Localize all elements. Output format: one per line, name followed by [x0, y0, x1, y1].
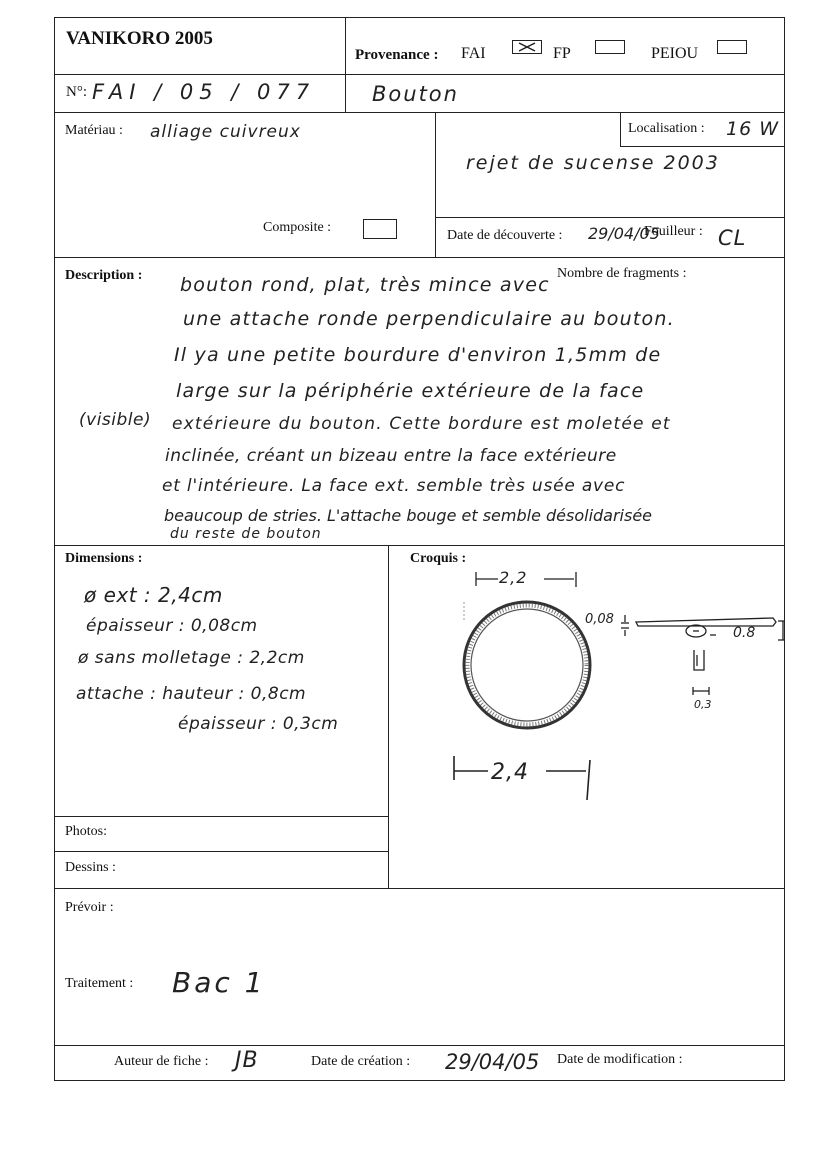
description-line: extérieure du bouton. Cette bordure est moletée et [172, 414, 671, 434]
provenance-label: Provenance : [355, 47, 439, 63]
description-line: large sur la périphérie extérieure de la face [176, 380, 645, 402]
localisation-note: rejet de sucense 2003 [466, 152, 720, 174]
date-modification-label: Date de modification : [557, 1052, 683, 1067]
croquis-sketch [388, 560, 784, 810]
date-decouverte-value: 29/04/05 [588, 224, 660, 243]
auteur-label: Auteur de fiche : [114, 1054, 209, 1069]
localisation-value: 16 W [726, 118, 780, 140]
object-name: Bouton [372, 82, 459, 106]
dimension-line: épaisseur : 0,08cm [86, 616, 258, 636]
description-line: Il ya une petite bourdure d'environ 1,5mm de [174, 344, 662, 366]
date-creation-label: Date de création : [311, 1054, 411, 1069]
fragments-label: Nombre de fragments : [557, 266, 687, 281]
date-creation-value: 29/04/05 [445, 1050, 540, 1074]
fouilleur-value: CL [718, 226, 747, 250]
composite-checkbox[interactable] [363, 219, 397, 239]
croquis-thickness: 0,08 [585, 612, 614, 627]
description-margin-note: (visible) [79, 410, 152, 430]
description-line: bouton rond, plat, très mince avec [180, 274, 550, 296]
traitement-label: Traitement : [65, 976, 134, 991]
description-line: beaucoup de stries. L'attache bouge et semble désolidarisée [164, 506, 653, 525]
localisation-label: Localisation : [628, 121, 705, 136]
materiau-label: Matériau : [65, 123, 123, 138]
dimension-line: ø ext : 2,4cm [84, 583, 223, 607]
dimension-line: épaisseur : 0,3cm [178, 714, 339, 734]
description-line: et l'intérieure. La face ext. semble très usée avec [162, 476, 626, 496]
cross-mark-icon [513, 41, 541, 53]
provenance-option-fp-label: FP [553, 45, 571, 62]
croquis-label: Croquis : [410, 551, 467, 566]
provenance-fai-checkbox[interactable] [512, 40, 542, 54]
provenance-option-peiou-label: PEIOU [651, 45, 699, 62]
description-line: inclinée, créant un bizeau entre la face extérieure [165, 446, 617, 466]
croquis-attach-height: 0.8 [733, 625, 756, 641]
description-line: une attache ronde perpendiculaire au bouton. [183, 308, 675, 330]
traitement-value: Bac 1 [172, 966, 266, 999]
description-label: Description : [65, 268, 143, 283]
provenance-option-fai-label: FAI [461, 45, 486, 62]
dessins-label: Dessins : [65, 860, 116, 875]
form-title: VANIKORO 2005 [66, 28, 213, 49]
prevoir-label: Prévoir : [65, 900, 114, 915]
provenance-fp-checkbox[interactable] [595, 40, 625, 54]
number-value: FAI / 05 / 077 [92, 80, 316, 104]
croquis-bottom-dimension: 2,4 [491, 760, 529, 785]
fouilleur-label: Fouilleur : [644, 224, 703, 239]
photos-label: Photos: [65, 824, 108, 839]
button-face-drawing [464, 602, 590, 728]
dimensions-label: Dimensions : [65, 551, 143, 566]
materiau-value: alliage cuivreux [150, 122, 301, 142]
croquis-attach-width: 0,3 [694, 698, 712, 711]
dimension-line: attache : hauteur : 0,8cm [76, 684, 307, 704]
provenance-peiou-checkbox[interactable] [717, 40, 747, 54]
composite-label: Composite : [263, 220, 332, 235]
number-label: N°: [66, 84, 87, 100]
description-line: du reste de bouton [170, 526, 322, 542]
dimension-line: ø sans molletage : 2,2cm [78, 648, 305, 668]
croquis-top-dimension: 2,2 [499, 568, 528, 587]
date-decouverte-label: Date de découverte : [447, 228, 563, 243]
auteur-value: JB [235, 1048, 259, 1073]
profile-drawing [621, 615, 784, 695]
